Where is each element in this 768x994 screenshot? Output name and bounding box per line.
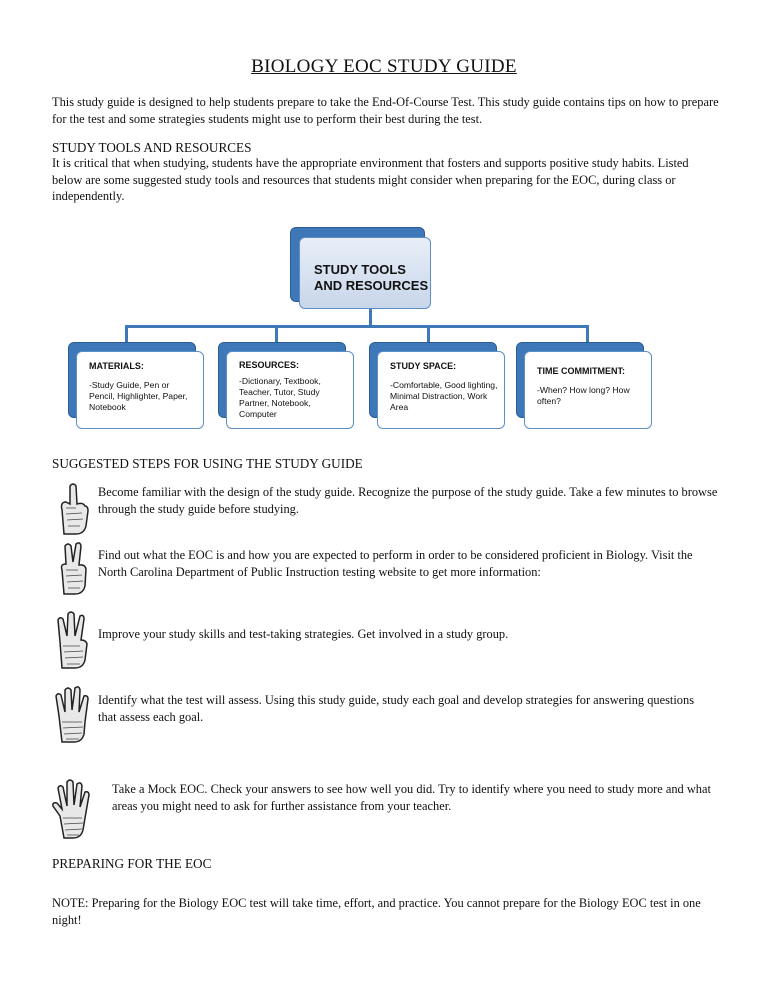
resources-title: RESOURCES: xyxy=(239,360,300,370)
prep-heading: PREPARING FOR THE EOC xyxy=(52,856,212,871)
study-space-desc: -Comfortable, Good lighting, Minimal Distraction, Work Area xyxy=(390,380,498,412)
step-3: Improve your study skills and test-taking strategies. Get involved in a study group. xyxy=(98,627,509,641)
top-box-line1: STUDY TOOLS xyxy=(314,262,406,277)
note-paragraph: NOTE: Preparing for the Biology EOC test will take time, effort, and practice. You cannot prepare for the Biology EOC test in one night! xyxy=(52,896,701,927)
step-4: Identify what the test will assess. Using this study guide, study each goal and develop strategies for answering questions that assess each goal. xyxy=(98,693,695,724)
top-box xyxy=(299,237,431,309)
time-desc: -When? How long? How often? xyxy=(537,385,630,406)
connector-drop-4 xyxy=(586,325,589,343)
connector-drop-2 xyxy=(275,325,278,343)
hand-one-finger-icon xyxy=(50,480,96,536)
connector-drop-1 xyxy=(125,325,128,343)
steps-heading: SUGGESTED STEPS FOR USING THE STUDY GUIDE xyxy=(52,456,363,471)
hand-four-fingers-icon xyxy=(50,682,96,744)
step-5: Take a Mock EOC. Check your answers to see how well you did. Try to identify where you need to study more and what areas you might need to ask for further assistance from your teacher. xyxy=(112,782,711,813)
step-1: Become familiar with the design of the study guide. Recognize the purpose of the study guide. Take a few minutes to browse through the study guide before studying. xyxy=(98,485,718,516)
resources-box xyxy=(226,351,354,429)
tools-heading: STUDY TOOLS AND RESOURCES xyxy=(52,140,252,155)
study-space-box xyxy=(377,351,505,429)
time-box xyxy=(524,351,652,429)
resources-desc: -Dictionary, Textbook, Teacher, Tutor, Study Partner, Notebook, Computer xyxy=(239,376,321,419)
tools-paragraph: It is critical that when studying, students have the appropriate environment that fosters and supports positive study habits. Listed below are some suggested study tools and resources that students might consider when preparing for the EOC, during class or independently. xyxy=(52,156,689,203)
step-2: Find out what the EOC is and how you are expected to perform in order to be considered proficient in Biology. Visit the North Carolina Department of Public Instruction testing website to get more information: xyxy=(98,548,693,579)
time-title: TIME COMMITMENT: xyxy=(537,366,625,376)
materials-desc: -Study Guide, Pen or Pencil, Highlighter, Paper, Notebook xyxy=(89,380,188,412)
top-box-line2: AND RESOURCES xyxy=(314,278,429,293)
hand-five-fingers-icon xyxy=(50,776,96,840)
hand-three-fingers-icon xyxy=(50,608,96,670)
study-space-title: STUDY SPACE: xyxy=(390,361,457,371)
page-title: BIOLOGY EOC STUDY GUIDE xyxy=(251,56,517,77)
connector-bar xyxy=(125,325,589,328)
connector-drop-3 xyxy=(427,325,430,343)
materials-box xyxy=(76,351,204,429)
intro-paragraph: This study guide is designed to help students prepare to take the End-Of-Course Test. This study guide contains tips on how to prepare for the test and some strategies students might use to perform their best during the test. xyxy=(52,95,719,126)
materials-title: MATERIALS: xyxy=(89,361,144,371)
hand-two-fingers-icon xyxy=(50,540,96,596)
